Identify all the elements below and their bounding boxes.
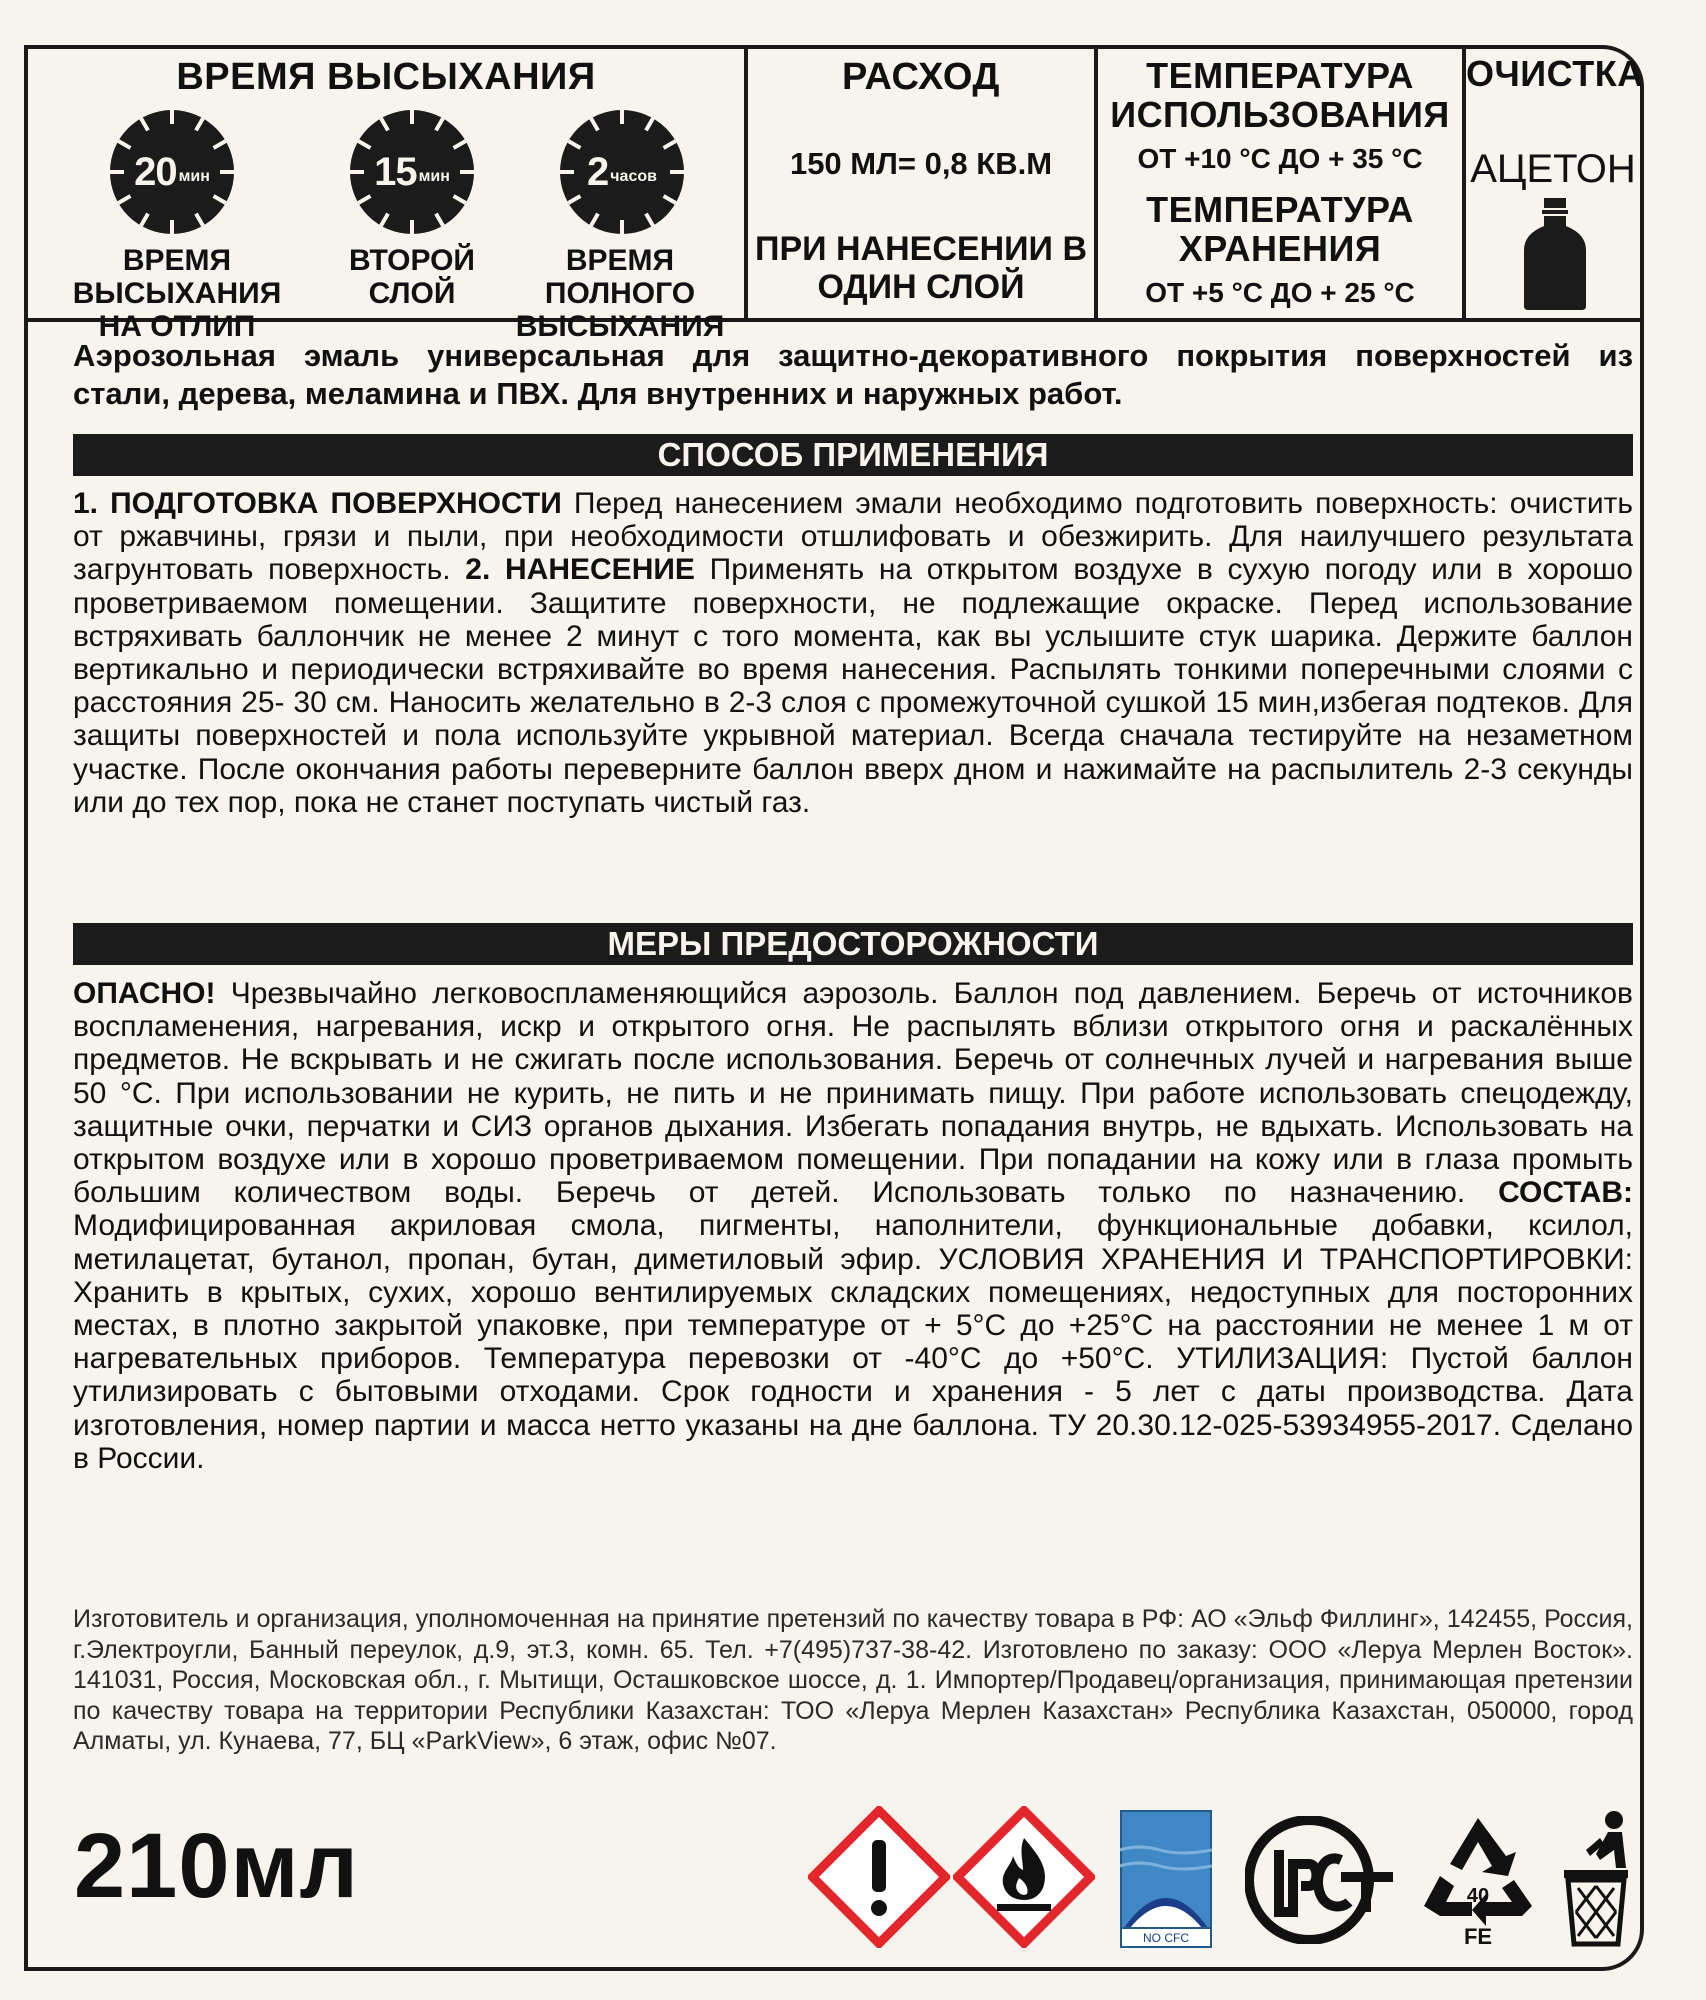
consumption-note: ПРИ НАНЕСЕНИИ В ОДИН СЛОЙ	[755, 230, 1087, 306]
clock-value: 15	[374, 149, 417, 194]
clock-icon	[560, 110, 684, 234]
no-cfc-icon	[1120, 1810, 1212, 1948]
store-temp-value: ОТ +5 °С ДО + 25 °С	[1145, 277, 1415, 308]
safety-header: МЕРЫ ПРЕДОСТОРОЖНОСТИ	[73, 923, 1633, 965]
trash-bin-icon	[1556, 1808, 1636, 1948]
drying-title: ВРЕМЯ ВЫСЫХАНИЯ	[176, 56, 596, 98]
use-temp-title: ТЕМПЕРАТУРА ИСПОЛЬЗОВАНИЯ	[1110, 55, 1450, 135]
solvent-bottle-icon	[1522, 198, 1588, 310]
cleaning-title: ОЧИСТКА	[1466, 53, 1644, 94]
consumption-value: 150 МЛ= 0,8 КВ.М	[789, 146, 1053, 181]
composition-title: СОСТАВ:	[1498, 1176, 1633, 1210]
clock-caption: ВРЕМЯ ПОЛНОГО ВЫСЫХАНИЯ	[515, 244, 725, 343]
clock-value: 2	[587, 149, 609, 194]
clock-unit: мин	[178, 168, 210, 185]
manufacturer-text: Изготовитель и организация, уполномоченная на принятие претензий по качеству товара в РФ: АО «Эльф Филлинг», 142455, Россия, г.Электроугли, Банный переулок, д.9, эт.3, комн. 65. Тел. +7(495)737-38-42. Изготовлено по заказу: ООО «Леруа Мерлен Восток». 141031, Россия, Московская обл., г. Мытищи, Осташковское шоссе, д. 1. Импортер/Продавец/организация, принимающая претензии по качеству товара на территории Республики Казахстан: ТОО «Леруа Мерлен Казахстан» Республика Казахстан, 050000, город Алматы, ул. Кунаева, 77, БЦ «ParkView», 6 этаж, офис №07.	[73, 1605, 1633, 1756]
clock-value: 20	[134, 149, 177, 194]
clock-icon	[350, 110, 474, 234]
danger-title: ОПАСНО!	[73, 977, 216, 1010]
application-text: 1. ПОДГОТОВКА ПОВЕРХНОСТИ Перед нанесением эмали необходимо подготовить поверхность: очистить от ржавчины, грязи и пыли, при необходимости отшлифовать и обезжирить. Для наилучшего результата загрунтовать поверхность. 2. НАНЕСЕНИЕ Применять на открытом воздухе в сухую погоду или в хорошо проветриваемом помещении. Защитите поверхности, не подлежащие окраске. Перед использование встряхивать баллончик не менее 2 минут с того момента, как вы услышите стук шарика. Держите баллон вертикально и периодически встряхивайте во время нанесения. Распылять тонкими поперечными слоями с расстояния 25- 30 см. Наносить желательно в 2-3 слоя с промежуточной сушкой 15 мин,избегая подтеков. Для защиты поверхностей и пола используйте укрывной материал. Всегда сначала тестируйте на незаметном участке. После окончания работы переверните баллон вверх дном и нажимайте на распылитель 2-3 секунды или до тех пор, пока не станет поступать чистый газ.	[73, 487, 1633, 819]
recycle-material: FE	[1463, 1924, 1493, 1949]
recycle-icon	[1420, 1810, 1536, 1950]
store-temp-title: ТЕМПЕРАТУРА ХРАНЕНИЯ	[1146, 189, 1414, 269]
clock-unit: часов	[610, 168, 657, 185]
clock-caption: ВРЕМЯ ВЫСЫХАНИЯ НА ОТЛИП	[72, 244, 282, 343]
application-header: СПОСОБ ПРИМЕНЕНИЯ	[73, 434, 1633, 476]
volume: 210мл	[74, 1815, 359, 1917]
hazard-exclamation-icon	[808, 1806, 950, 1948]
no-cfc-label: NO CFC	[1143, 1931, 1189, 1945]
step2-title: 2. НАНЕСЕНИЕ	[465, 553, 695, 587]
clock-unit: мин	[418, 168, 450, 185]
consumption-title: РАСХОД	[842, 56, 1000, 98]
use-temp-value: ОТ +10 °С ДО + 35 °С	[1137, 143, 1423, 174]
clock-icon	[110, 110, 234, 234]
rst-certification-icon	[1245, 1816, 1395, 1944]
hazard-flame-icon	[953, 1806, 1095, 1948]
cleaning-value: АЦЕТОН	[1470, 147, 1636, 191]
intro-text: Аэрозольная эмаль универсальная для защитно-декоративного покрытия поверхностей из стали, дерева, меламина и ПВХ. Для внутренних и наружных работ.	[73, 338, 1633, 411]
clock-caption: ВТОРОЙ СЛОЙ	[349, 244, 475, 310]
safety-text: ОПАСНО! Чрезвычайно легковоспламеняющийся аэрозоль. Баллон под давлением. Беречь от источников воспламенения, нагревания, искр и открытого огня. Не распылять вблизи открытого огня и раскалённых предметов. Не вскрывать и не сжигать после использования. Беречь от солнечных лучей и нагревания выше 50 °С. При использовании не курить, не пить и не принимать пищу. При работе использовать спецодежду, защитные очки, перчатки и СИЗ органов дыхания. Избегать попадания внутрь, не вдыхать. Использовать на открытом воздухе или в хорошо проветриваемом помещении. При попадании на кожу или в глаза промыть большим количеством воды. Беречь от детей. Использовать только по назначению. СОСТАВ: Модифицированная акриловая смола, пигменты, наполнители, функциональные добавки, ксилол, метилацетат, бутанол, пропан, бутан, диметиловый эфир. УСЛОВИЯ ХРАНЕНИЯ И ТРАНСПОРТИРОВКИ: Хранить в крытых, сухих, хорошо вентилируемых складских помещениях, недоступных для посторонних местах, в плотно закрытой упаковке, при температуре от + 5°С до +25°С на расстоянии не менее 1 м от нагревательных приборов. Температура перевозки от -40°С до +50°С. УТИЛИЗАЦИЯ: Пустой баллон утилизировать с бытовыми отходами. Срок годности и хранения - 5 лет с даты производства. Дата изготовления, номер партии и масса нетто указаны на дне баллона. ТУ 20.30.12-025-53934955-2017. Сделано в России.	[73, 977, 1633, 1475]
recycle-code: 40	[1466, 1885, 1490, 1907]
step1-title: 1. ПОДГОТОВКА ПОВЕРХНОСТИ	[73, 487, 562, 520]
